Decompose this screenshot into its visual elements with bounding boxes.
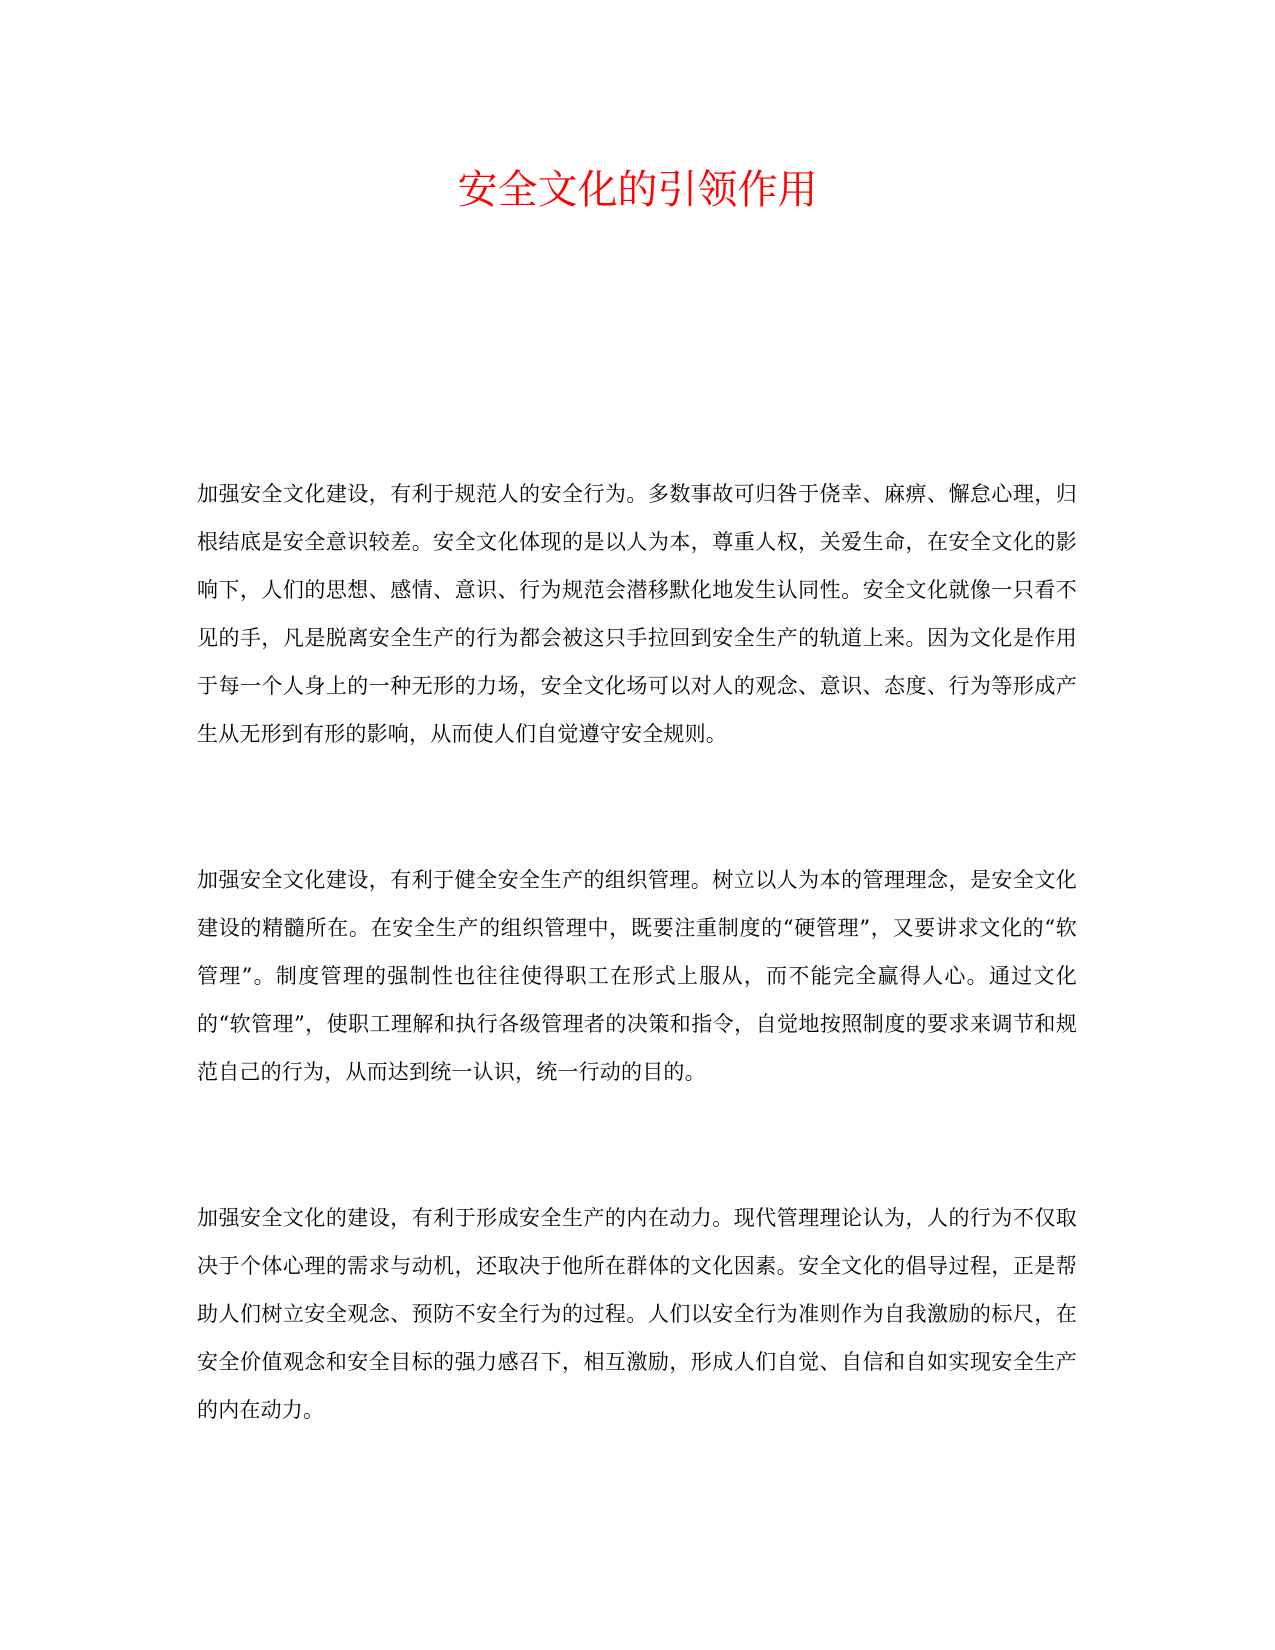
paragraph-3: 加强安全文化的建设，有利于形成安全生产的内在动力。现代管理理论认为，人的行为不仅取决于个体心理的需求与动机，还取决于他所在群体的文化因素。安全文化的倡导过程，正是帮助人们树立安全观念、预防不安全行为的过程。人们以安全行为准则作为自我激励的标尺，在安全价值观念和安全目标的强力感召下，相互激励，形成人们自觉、自信和自如实现安全生产的内在动力。 xyxy=(197,1206,1077,1422)
document-title: 安全文化的引领作用 xyxy=(457,167,818,213)
paragraph-1: 加强安全文化建设，有利于规范人的安全行为。多数事故可归咎于侥幸、麻痹、懈怠心理，归根结底是安全意识较差。安全文化体现的是以人为本，尊重人权，关爱生命，在安全文化的影响下，人们的思想、感情、意识、行为规范会潜移默化地发生认同性。安全文化就像一只看不见的手，凡是脱离安全生产的行为都会被这只手拉回到安全生产的轨道上来。因为文化是作用于每一个人身上的一种无形的力场，安全文化场可以对人的观念、意识、态度、行为等形成产生从无形到有形的影响，从而使人们自觉遵守安全规则。 xyxy=(197,482,1077,746)
paragraph-2: 加强安全文化建设，有利于健全安全生产的组织管理。树立以人为本的管理理念，是安全文化建设的精髓所在。在安全生产的组织管理中，既要注重制度的“硬管理”，又要讲求文化的“软管理”。制度管理的强制性也往往使得职工在形式上服从，而不能完全赢得人心。通过文化的“软管理”，使职工理解和执行各级管理者的决策和指令，自觉地按照制度的要求来调节和规范自己的行为，从而达到统一认识，统一行动的目的。 xyxy=(197,868,1077,1084)
